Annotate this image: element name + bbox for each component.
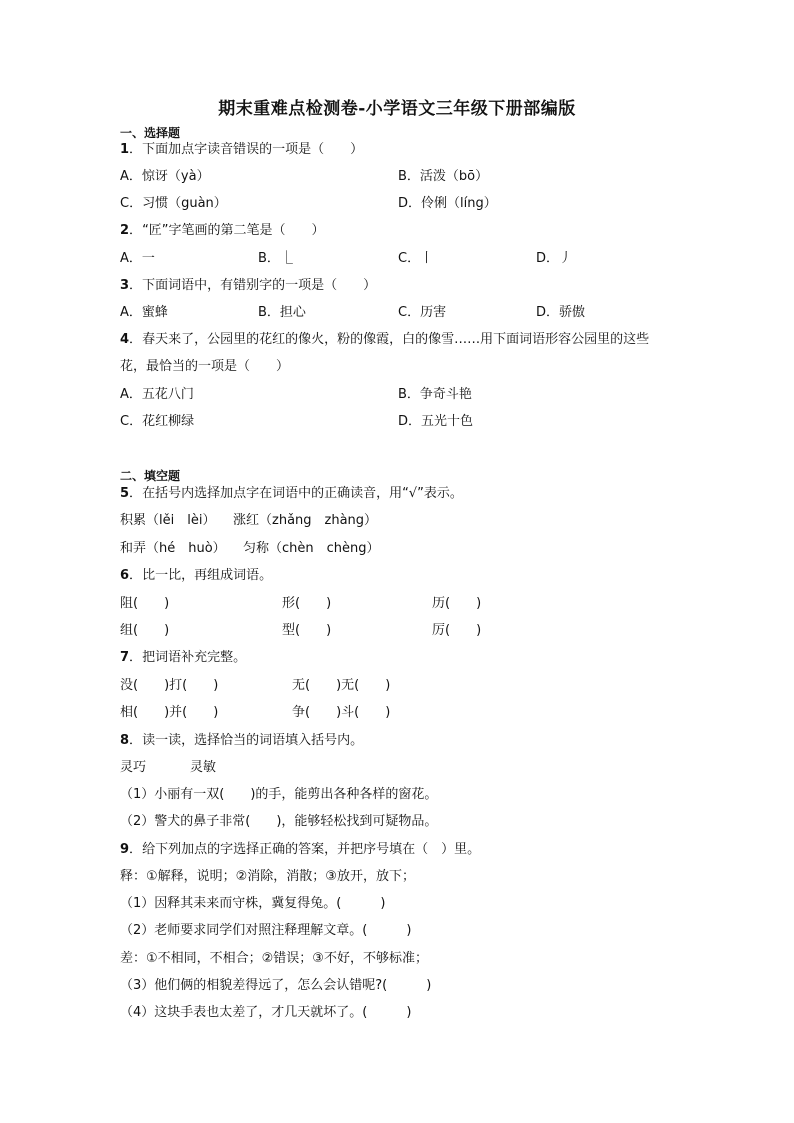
- q1-option-a: A．惊讶（yà）: [120, 169, 210, 184]
- question-2: 2．“匠”字笔画的第二笔是（ ）: [120, 223, 325, 238]
- question-4: 4．春天来了，公园里的花红的像火，粉的像霞，白的像雪……用下面词语形容公园里的这些: [120, 332, 650, 347]
- q8-sentence-1: （1）小丽有一双( )的手，能剪出各种各样的窗花。: [120, 787, 438, 802]
- q8-sentence-2: （2）警犬的鼻子非常( )，能够轻松找到可疑物品。: [120, 814, 438, 829]
- q3-option-c: C．历害: [398, 305, 447, 320]
- q5-item-2: 涨红（zhǎng zhàng）: [233, 513, 378, 528]
- q4-option-b: B．争奇斗艳: [398, 387, 472, 402]
- q2-option-a: A．一: [120, 251, 155, 266]
- question-9-stem: 给下列加点的字选择正确的答案，并把序号填在（ ）里。: [142, 842, 481, 857]
- q9-definition-2: 差：①不相同，不相合；②错误；③不好，不够标准；: [120, 951, 428, 966]
- question-8-stem: 读一读，选择恰当的词语填入括号内。: [142, 733, 364, 748]
- question-9: 9．给下列加点的字选择正确的答案，并把序号填在（ ）里。: [120, 842, 481, 857]
- q9-sentence-4: （4）这块手表也太差了，才几天就坏了。( ): [120, 1005, 412, 1020]
- q7-item-1: 没( )打( ): [120, 678, 219, 693]
- q3-option-b: B．担心: [258, 305, 306, 320]
- question-4-stem-line2: 花，最恰当的一项是（ ）: [120, 359, 290, 374]
- question-7-stem: 把词语补充完整。: [142, 650, 247, 665]
- q2-option-b: B．⎿: [258, 251, 293, 266]
- q2-option-c: C．丨: [398, 251, 434, 266]
- q9-definition-1: 释：①解释，说明；②消除，消散；③放开，放下；: [120, 869, 415, 884]
- q5-item-4: 匀称（chèn chèng）: [243, 541, 380, 556]
- q6-item-1: 阻( ): [120, 596, 170, 611]
- q8-word-2: 灵敏: [190, 760, 217, 775]
- q6-item-5: 型( ): [282, 623, 332, 638]
- q7-item-4: 争( )斗( ): [292, 705, 391, 720]
- question-1-stem: 下面加点字读音错误的一项是（ ）: [142, 142, 364, 157]
- q6-item-6: 厉( ): [432, 623, 482, 638]
- q7-item-2: 无( )无( ): [292, 678, 391, 693]
- question-8: 8．读一读，选择恰当的词语填入括号内。: [120, 733, 364, 748]
- question-7: 7．把词语补充完整。: [120, 650, 247, 665]
- q5-item-3: 和弄（hé huò）: [120, 541, 226, 556]
- question-6-stem: 比一比，再组成词语。: [142, 568, 273, 583]
- q1-option-b: B．活泼（bō）: [398, 169, 489, 184]
- q5-item-1: 积累（lěi lèi）: [120, 513, 216, 528]
- section-heading-choice: 一、选择题: [120, 126, 181, 140]
- q7-item-3: 相( )并( ): [120, 705, 219, 720]
- q4-option-c: C．花红柳绿: [120, 414, 195, 429]
- question-2-stem: “匠”字笔画的第二笔是（ ）: [142, 223, 325, 238]
- question-5: 5．在括号内选择加点字在词语中的正确读音，用“√”表示。: [120, 486, 463, 501]
- q8-word-1: 灵巧: [120, 760, 147, 775]
- question-3-stem: 下面词语中，有错别字的一项是（ ）: [142, 278, 377, 293]
- q3-option-d: D．骄傲: [536, 305, 586, 320]
- q6-item-3: 历( ): [432, 596, 482, 611]
- q4-option-a: A．五花八门: [120, 387, 194, 402]
- question-3: 3．下面词语中，有错别字的一项是（ ）: [120, 278, 377, 293]
- section-heading-fill: 二、填空题: [120, 469, 181, 483]
- question-4-stem-line1: 春天来了，公园里的花红的像火，粉的像霞，白的像雪……用下面词语形容公园里的这些: [142, 332, 650, 347]
- question-6: 6．比一比，再组成词语。: [120, 568, 273, 583]
- page-title: 期末重难点检测卷-小学语文三年级下册部编版: [218, 99, 576, 119]
- question-1: 1．下面加点字读音错误的一项是（ ）: [120, 142, 364, 157]
- q9-sentence-1: （1）因释其耒来而守株，冀复得兔。( ): [120, 896, 386, 911]
- q9-sentence-3: （3）他们俩的相貌差得远了，怎么会认错呢?( ): [120, 978, 432, 993]
- q1-option-d: D．伶俐（líng）: [398, 196, 497, 211]
- question-5-stem: 在括号内选择加点字在词语中的正确读音，用“√”表示。: [142, 486, 463, 501]
- q1-option-c: C．习惯（guàn）: [120, 196, 227, 211]
- q3-option-a: A．蜜蜂: [120, 305, 168, 320]
- q4-option-d: D．五光十色: [398, 414, 474, 429]
- q6-item-2: 形( ): [282, 596, 332, 611]
- q6-item-4: 组( ): [120, 623, 170, 638]
- q9-sentence-2: （2）老师要求同学们对照注释理解文章。( ): [120, 923, 412, 938]
- q2-option-d: D．丿: [536, 251, 573, 266]
